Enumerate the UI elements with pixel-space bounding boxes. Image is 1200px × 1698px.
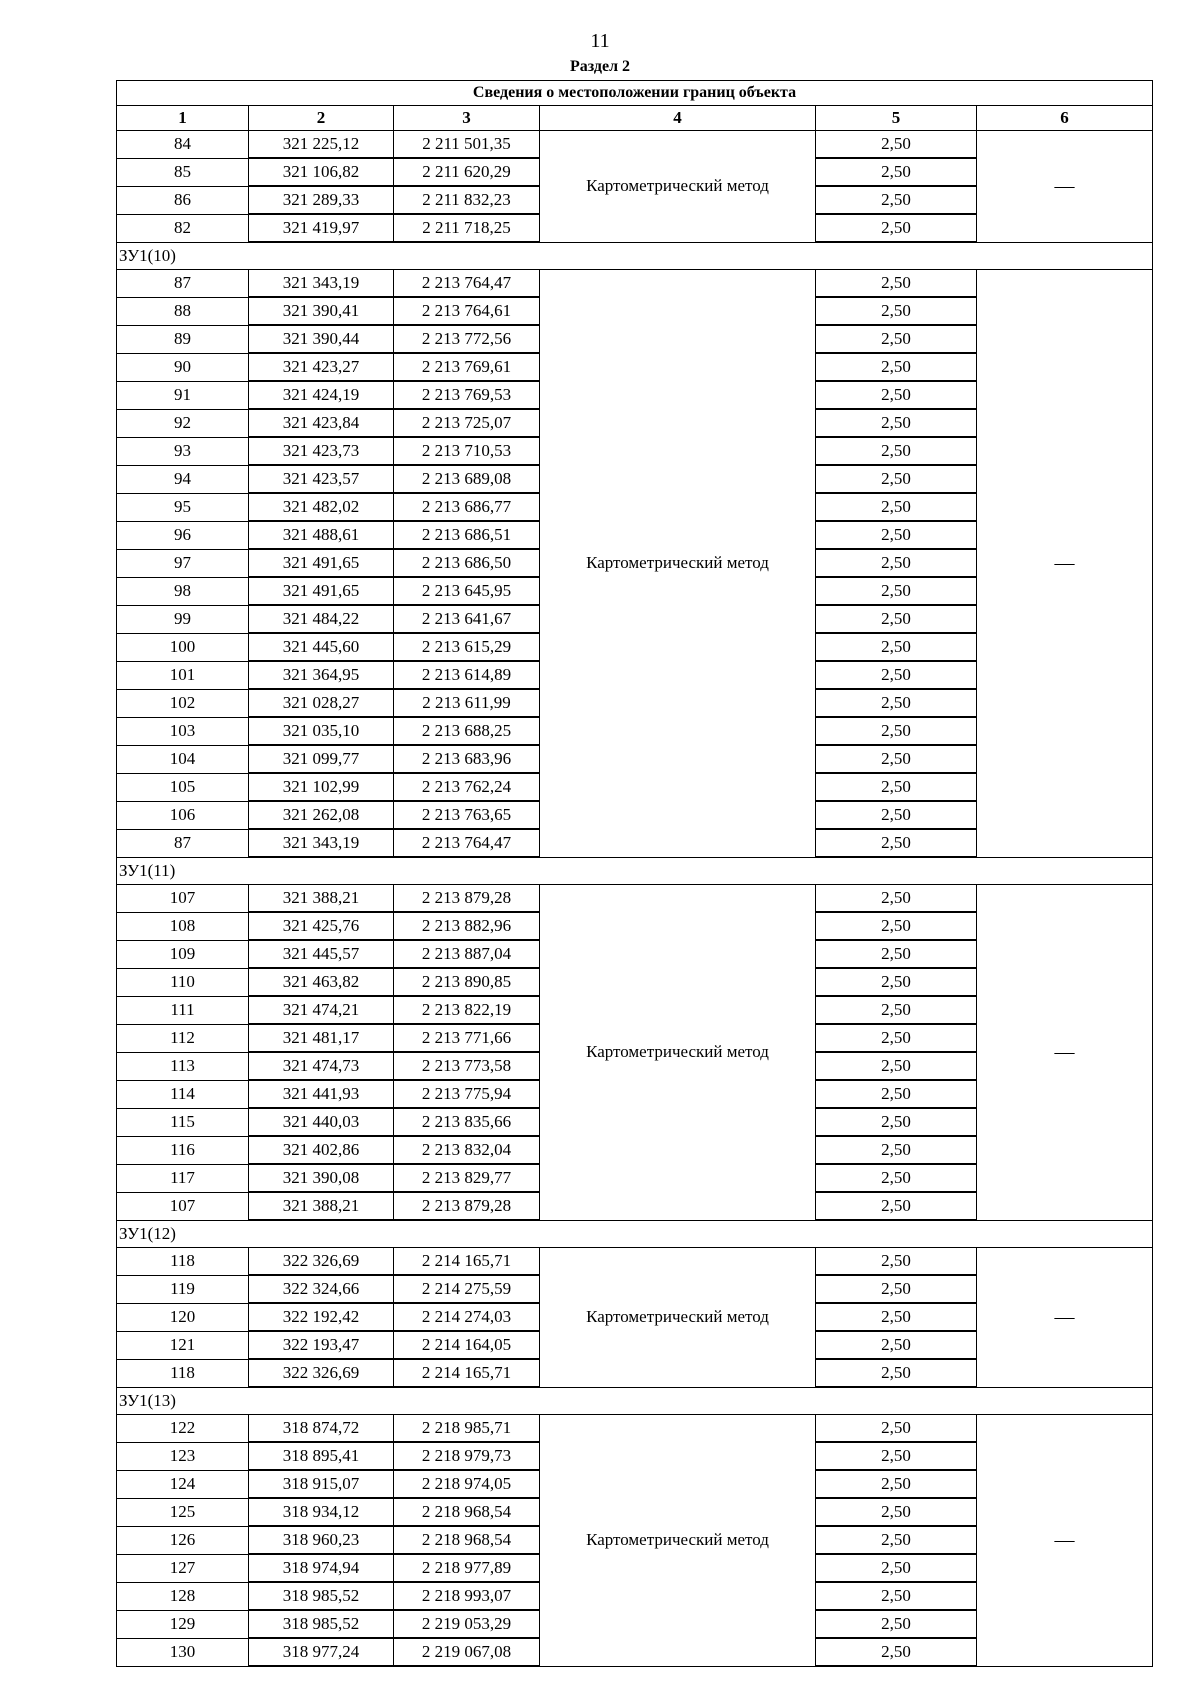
method-cell: Картометрический метод: [540, 885, 816, 1221]
group-label-row: [117, 1220, 1153, 1248]
accuracy-cell: 2,50: [816, 214, 977, 242]
accuracy-cell: 2,50: [816, 1442, 977, 1470]
x-coordinate-cell: 321 423,27: [249, 353, 394, 381]
point-number-cell: 101: [117, 661, 249, 689]
point-number-cell: 103: [117, 717, 249, 745]
x-coordinate-cell: 318 974,94: [249, 1554, 394, 1582]
note-cell: —: [977, 131, 1153, 243]
x-coordinate-cell: 321 488,61: [249, 521, 394, 549]
point-number-cell: 110: [117, 968, 249, 996]
point-number-cell: 91: [117, 381, 249, 409]
accuracy-cell: 2,50: [816, 633, 977, 661]
point-number-cell: 117: [117, 1164, 249, 1192]
point-number-cell: 104: [117, 745, 249, 773]
y-coordinate-cell: 2 218 974,05: [394, 1470, 540, 1498]
accuracy-cell: 2,50: [816, 186, 977, 214]
accuracy-cell: 2,50: [816, 689, 977, 717]
y-coordinate-cell: 2 213 710,53: [394, 437, 540, 465]
point-number-cell: 126: [117, 1526, 249, 1554]
point-number-cell: 86: [117, 186, 249, 214]
x-coordinate-cell: 321 343,19: [249, 829, 394, 857]
column-header-1: 1: [117, 106, 249, 131]
accuracy-cell: 2,50: [816, 409, 977, 437]
point-number-cell: 99: [117, 605, 249, 633]
point-number-cell: 113: [117, 1052, 249, 1080]
y-coordinate-cell: 2 218 968,54: [394, 1526, 540, 1554]
point-number-cell: 100: [117, 633, 249, 661]
column-header-4: 4: [540, 106, 816, 131]
x-coordinate-cell: 318 915,07: [249, 1470, 394, 1498]
y-coordinate-cell: 2 213 762,24: [394, 773, 540, 801]
accuracy-cell: 2,50: [816, 1052, 977, 1080]
x-coordinate-cell: 321 423,57: [249, 465, 394, 493]
point-number-cell: 116: [117, 1136, 249, 1164]
table-row: [117, 1415, 1153, 1443]
table-title: Сведения о местоположении границ объекта: [117, 81, 1153, 106]
accuracy-cell: 2,50: [816, 158, 977, 186]
x-coordinate-cell: 322 324,66: [249, 1275, 394, 1303]
accuracy-cell: 2,50: [816, 1136, 977, 1164]
y-coordinate-cell: 2 213 686,50: [394, 549, 540, 577]
y-coordinate-cell: 2 218 993,07: [394, 1582, 540, 1610]
point-number-cell: 82: [117, 214, 249, 242]
y-coordinate-cell: 2 213 879,28: [394, 885, 540, 913]
point-number-cell: 92: [117, 409, 249, 437]
accuracy-cell: 2,50: [816, 521, 977, 549]
x-coordinate-cell: 321 474,21: [249, 996, 394, 1024]
note-cell: —: [977, 1415, 1153, 1667]
x-coordinate-cell: 321 424,19: [249, 381, 394, 409]
x-coordinate-cell: 321 106,82: [249, 158, 394, 186]
x-coordinate-cell: 321 425,76: [249, 912, 394, 940]
method-cell: Картометрический метод: [540, 270, 816, 858]
y-coordinate-cell: 2 213 611,99: [394, 689, 540, 717]
point-number-cell: 124: [117, 1470, 249, 1498]
x-coordinate-cell: 321 262,08: [249, 801, 394, 829]
point-number-cell: 127: [117, 1554, 249, 1582]
accuracy-cell: 2,50: [816, 465, 977, 493]
group-label: ЗУ1(12): [117, 1220, 1153, 1248]
y-coordinate-cell: 2 213 773,58: [394, 1052, 540, 1080]
accuracy-cell: 2,50: [816, 1610, 977, 1638]
point-number-cell: 111: [117, 996, 249, 1024]
x-coordinate-cell: 321 102,99: [249, 773, 394, 801]
group-label-row: [117, 857, 1153, 885]
point-number-cell: 106: [117, 801, 249, 829]
section-title: Раздел 2: [569, 58, 631, 75]
method-cell: Картометрический метод: [540, 131, 816, 243]
point-number-cell: 97: [117, 549, 249, 577]
boundaries-table: [116, 80, 1153, 1667]
x-coordinate-cell: 322 326,69: [249, 1248, 394, 1276]
x-coordinate-cell: 321 423,84: [249, 409, 394, 437]
group-label-row: [117, 242, 1153, 270]
point-number-cell: 114: [117, 1080, 249, 1108]
y-coordinate-cell: 2 213 771,66: [394, 1024, 540, 1052]
group-label: ЗУ1(10): [117, 242, 1153, 270]
y-coordinate-cell: 2 214 165,71: [394, 1248, 540, 1276]
accuracy-cell: 2,50: [816, 1470, 977, 1498]
accuracy-cell: 2,50: [816, 1498, 977, 1526]
point-number-cell: 118: [117, 1248, 249, 1276]
point-number-cell: 96: [117, 521, 249, 549]
point-number-cell: 87: [117, 829, 249, 857]
accuracy-cell: 2,50: [816, 325, 977, 353]
point-number-cell: 129: [117, 1610, 249, 1638]
y-coordinate-cell: 2 213 769,53: [394, 381, 540, 409]
method-cell: Картометрический метод: [540, 1248, 816, 1388]
accuracy-cell: 2,50: [816, 1582, 977, 1610]
accuracy-cell: 2,50: [816, 353, 977, 381]
table-row: [117, 270, 1153, 298]
x-coordinate-cell: 322 192,42: [249, 1303, 394, 1331]
accuracy-cell: 2,50: [816, 1024, 977, 1052]
x-coordinate-cell: 321 390,41: [249, 297, 394, 325]
accuracy-cell: 2,50: [816, 1554, 977, 1582]
point-number-cell: 107: [117, 885, 249, 913]
accuracy-cell: 2,50: [816, 549, 977, 577]
point-number-cell: 102: [117, 689, 249, 717]
y-coordinate-cell: 2 211 620,29: [394, 158, 540, 186]
y-coordinate-cell: 2 213 887,04: [394, 940, 540, 968]
group-label-row: [117, 1387, 1153, 1415]
accuracy-cell: 2,50: [816, 1248, 977, 1276]
point-number-cell: 85: [117, 158, 249, 186]
y-coordinate-cell: 2 211 832,23: [394, 186, 540, 214]
point-number-cell: 130: [117, 1638, 249, 1666]
point-number-cell: 98: [117, 577, 249, 605]
point-number-cell: 93: [117, 437, 249, 465]
y-coordinate-cell: 2 213 835,66: [394, 1108, 540, 1136]
y-coordinate-cell: 2 213 683,96: [394, 745, 540, 773]
x-coordinate-cell: 321 484,22: [249, 605, 394, 633]
point-number-cell: 128: [117, 1582, 249, 1610]
point-number-cell: 105: [117, 773, 249, 801]
accuracy-cell: 2,50: [816, 773, 977, 801]
table-row: [117, 131, 1153, 159]
x-coordinate-cell: 321 390,44: [249, 325, 394, 353]
x-coordinate-cell: 318 934,12: [249, 1498, 394, 1526]
accuracy-cell: 2,50: [816, 1526, 977, 1554]
y-coordinate-cell: 2 213 822,19: [394, 996, 540, 1024]
x-coordinate-cell: 322 193,47: [249, 1331, 394, 1359]
column-header-6: 6: [977, 106, 1153, 131]
y-coordinate-cell: 2 213 764,47: [394, 270, 540, 298]
y-coordinate-cell: 2 213 688,25: [394, 717, 540, 745]
accuracy-cell: 2,50: [816, 605, 977, 633]
x-coordinate-cell: 321 388,21: [249, 1192, 394, 1220]
accuracy-cell: 2,50: [816, 1415, 977, 1443]
accuracy-cell: 2,50: [816, 1359, 977, 1387]
point-number-cell: 108: [117, 912, 249, 940]
x-coordinate-cell: 321 225,12: [249, 131, 394, 159]
table-body: [117, 131, 1153, 1667]
y-coordinate-cell: 2 218 968,54: [394, 1498, 540, 1526]
accuracy-cell: 2,50: [816, 829, 977, 857]
x-coordinate-cell: 318 985,52: [249, 1582, 394, 1610]
point-number-cell: 88: [117, 297, 249, 325]
y-coordinate-cell: 2 218 977,89: [394, 1554, 540, 1582]
x-coordinate-cell: 321 423,73: [249, 437, 394, 465]
x-coordinate-cell: 321 402,86: [249, 1136, 394, 1164]
y-coordinate-cell: 2 213 829,77: [394, 1164, 540, 1192]
y-coordinate-cell: 2 213 769,61: [394, 353, 540, 381]
y-coordinate-cell: 2 213 772,56: [394, 325, 540, 353]
y-coordinate-cell: 2 214 164,05: [394, 1331, 540, 1359]
x-coordinate-cell: 322 326,69: [249, 1359, 394, 1387]
accuracy-cell: 2,50: [816, 1164, 977, 1192]
x-coordinate-cell: 318 977,24: [249, 1638, 394, 1666]
point-number-cell: 89: [117, 325, 249, 353]
y-coordinate-cell: 2 213 686,51: [394, 521, 540, 549]
accuracy-cell: 2,50: [816, 996, 977, 1024]
y-coordinate-cell: 2 213 890,85: [394, 968, 540, 996]
x-coordinate-cell: 321 388,21: [249, 885, 394, 913]
x-coordinate-cell: 321 364,95: [249, 661, 394, 689]
y-coordinate-cell: 2 213 641,67: [394, 605, 540, 633]
accuracy-cell: 2,50: [816, 577, 977, 605]
point-number-cell: 90: [117, 353, 249, 381]
accuracy-cell: 2,50: [816, 381, 977, 409]
y-coordinate-cell: 2 218 979,73: [394, 1442, 540, 1470]
x-coordinate-cell: 321 289,33: [249, 186, 394, 214]
method-cell: Картометрический метод: [540, 1415, 816, 1667]
table-row: [117, 1248, 1153, 1276]
note-cell: —: [977, 885, 1153, 1221]
y-coordinate-cell: 2 218 985,71: [394, 1415, 540, 1443]
accuracy-cell: 2,50: [816, 745, 977, 773]
y-coordinate-cell: 2 213 615,29: [394, 633, 540, 661]
y-coordinate-cell: 2 213 882,96: [394, 912, 540, 940]
accuracy-cell: 2,50: [816, 270, 977, 298]
point-number-cell: 118: [117, 1359, 249, 1387]
table-title-row: [117, 81, 1153, 106]
y-coordinate-cell: 2 213 689,08: [394, 465, 540, 493]
y-coordinate-cell: 2 211 501,35: [394, 131, 540, 159]
y-coordinate-cell: 2 211 718,25: [394, 214, 540, 242]
point-number-cell: 94: [117, 465, 249, 493]
column-header-row: [117, 106, 1153, 131]
x-coordinate-cell: 318 874,72: [249, 1415, 394, 1443]
x-coordinate-cell: 321 441,93: [249, 1080, 394, 1108]
x-coordinate-cell: 321 491,65: [249, 549, 394, 577]
y-coordinate-cell: 2 213 879,28: [394, 1192, 540, 1220]
x-coordinate-cell: 321 474,73: [249, 1052, 394, 1080]
accuracy-cell: 2,50: [816, 1108, 977, 1136]
column-header-5: 5: [816, 106, 977, 131]
accuracy-cell: 2,50: [816, 1192, 977, 1220]
y-coordinate-cell: 2 213 832,04: [394, 1136, 540, 1164]
point-number-cell: 115: [117, 1108, 249, 1136]
y-coordinate-cell: 2 219 053,29: [394, 1610, 540, 1638]
point-number-cell: 125: [117, 1498, 249, 1526]
point-number-cell: 123: [117, 1442, 249, 1470]
point-number-cell: 122: [117, 1415, 249, 1443]
y-coordinate-cell: 2 214 274,03: [394, 1303, 540, 1331]
x-coordinate-cell: 321 419,97: [249, 214, 394, 242]
group-label: ЗУ1(11): [117, 857, 1153, 885]
y-coordinate-cell: 2 213 686,77: [394, 493, 540, 521]
y-coordinate-cell: 2 213 764,47: [394, 829, 540, 857]
x-coordinate-cell: 321 343,19: [249, 270, 394, 298]
x-coordinate-cell: 318 895,41: [249, 1442, 394, 1470]
x-coordinate-cell: 321 445,57: [249, 940, 394, 968]
accuracy-cell: 2,50: [816, 1080, 977, 1108]
x-coordinate-cell: 321 390,08: [249, 1164, 394, 1192]
group-label: ЗУ1(13): [117, 1387, 1153, 1415]
x-coordinate-cell: 321 482,02: [249, 493, 394, 521]
y-coordinate-cell: 2 214 165,71: [394, 1359, 540, 1387]
column-header-2: 2: [249, 106, 394, 131]
x-coordinate-cell: 321 440,03: [249, 1108, 394, 1136]
accuracy-cell: 2,50: [816, 801, 977, 829]
x-coordinate-cell: 321 481,17: [249, 1024, 394, 1052]
page-number: 11: [590, 30, 610, 52]
point-number-cell: 107: [117, 1192, 249, 1220]
x-coordinate-cell: 321 099,77: [249, 745, 394, 773]
y-coordinate-cell: 2 213 763,65: [394, 801, 540, 829]
column-header-3: 3: [394, 106, 540, 131]
accuracy-cell: 2,50: [816, 885, 977, 913]
point-number-cell: 95: [117, 493, 249, 521]
accuracy-cell: 2,50: [816, 968, 977, 996]
note-cell: —: [977, 1248, 1153, 1388]
point-number-cell: 87: [117, 270, 249, 298]
x-coordinate-cell: 318 960,23: [249, 1526, 394, 1554]
x-coordinate-cell: 321 445,60: [249, 633, 394, 661]
table-row: [117, 885, 1153, 913]
x-coordinate-cell: 321 463,82: [249, 968, 394, 996]
accuracy-cell: 2,50: [816, 661, 977, 689]
point-number-cell: 112: [117, 1024, 249, 1052]
y-coordinate-cell: 2 213 764,61: [394, 297, 540, 325]
accuracy-cell: 2,50: [816, 1275, 977, 1303]
point-number-cell: 120: [117, 1303, 249, 1331]
note-cell: —: [977, 270, 1153, 858]
accuracy-cell: 2,50: [816, 1303, 977, 1331]
point-number-cell: 84: [117, 131, 249, 159]
x-coordinate-cell: 321 028,27: [249, 689, 394, 717]
accuracy-cell: 2,50: [816, 1638, 977, 1666]
y-coordinate-cell: 2 213 614,89: [394, 661, 540, 689]
accuracy-cell: 2,50: [816, 940, 977, 968]
x-coordinate-cell: 321 491,65: [249, 577, 394, 605]
y-coordinate-cell: 2 214 275,59: [394, 1275, 540, 1303]
point-number-cell: 119: [117, 1275, 249, 1303]
point-number-cell: 121: [117, 1331, 249, 1359]
y-coordinate-cell: 2 213 775,94: [394, 1080, 540, 1108]
x-coordinate-cell: 321 035,10: [249, 717, 394, 745]
y-coordinate-cell: 2 213 725,07: [394, 409, 540, 437]
accuracy-cell: 2,50: [816, 1331, 977, 1359]
accuracy-cell: 2,50: [816, 717, 977, 745]
accuracy-cell: 2,50: [816, 437, 977, 465]
y-coordinate-cell: 2 219 067,08: [394, 1638, 540, 1666]
accuracy-cell: 2,50: [816, 131, 977, 159]
y-coordinate-cell: 2 213 645,95: [394, 577, 540, 605]
x-coordinate-cell: 318 985,52: [249, 1610, 394, 1638]
accuracy-cell: 2,50: [816, 912, 977, 940]
point-number-cell: 109: [117, 940, 249, 968]
accuracy-cell: 2,50: [816, 493, 977, 521]
accuracy-cell: 2,50: [816, 297, 977, 325]
